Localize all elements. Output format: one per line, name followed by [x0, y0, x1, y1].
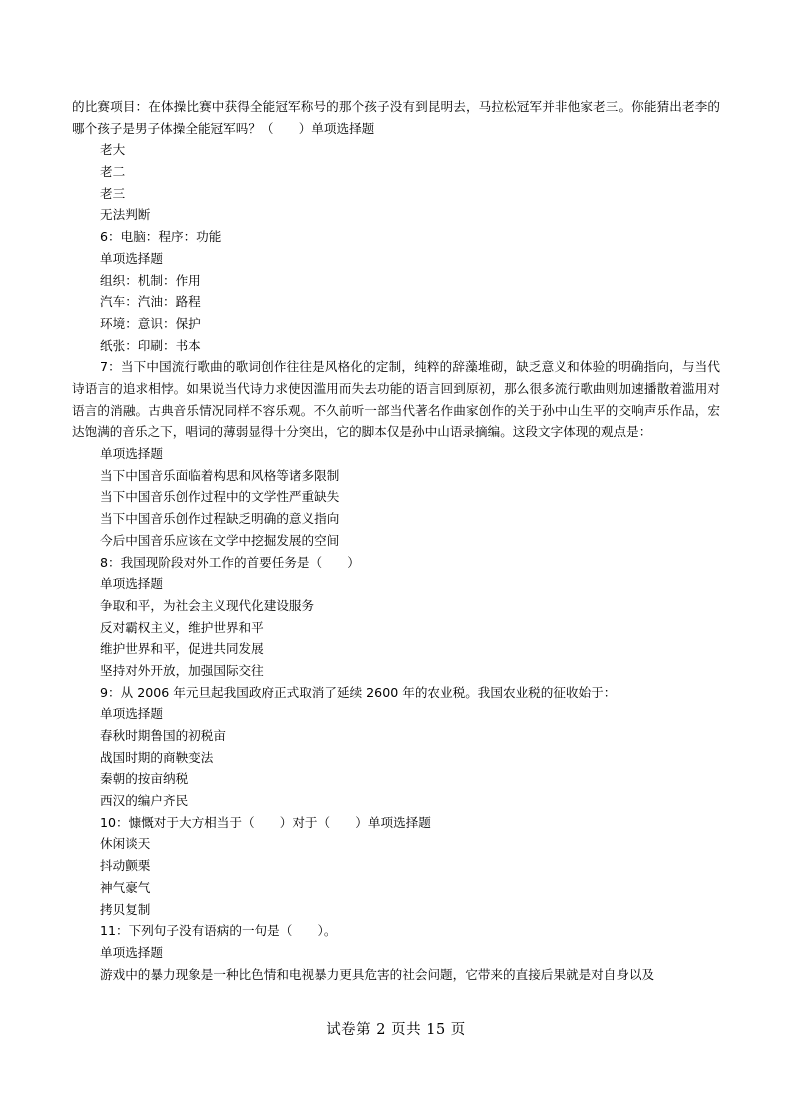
question-6-option: 汽车：汽油：路程: [100, 294, 201, 310]
question-8-stem: 8：我国现阶段对外工作的首要任务是（ ）: [100, 554, 360, 570]
question-9-option: 西汉的编户齐民: [100, 793, 189, 809]
question-7-option: 当下中国音乐创作过程中的文学性严重缺失: [100, 489, 340, 505]
question-9-type: 单项选择题: [100, 706, 163, 722]
question-6-option: 环境：意识：保护: [100, 315, 201, 331]
question-8-option: 争取和平，为社会主义现代化建设服务: [100, 597, 315, 613]
question-6-option: 组织：机制：作用: [100, 272, 201, 288]
question-7-type: 单项选择题: [100, 446, 163, 462]
question-7-option: 当下中国音乐创作过程缺乏明确的意义指向: [100, 511, 340, 527]
question-10-option: 抖动颤栗: [100, 858, 151, 874]
question-9-stem: 9：从 2006 年元旦起我国政府正式取消了延续 2600 年的农业税。我国农业税的征收始于：: [100, 684, 617, 700]
question-7-option: 今后中国音乐应该在文学中挖掘发展的空间: [100, 532, 340, 548]
page-content: [72, 96, 720, 985]
question-10-stem: 10：慷慨对于大方相当于（ ）对于（ ）单项选择题: [100, 814, 431, 830]
question-11-stem: 11：下列句子没有语病的一句是（ ）。: [100, 923, 337, 939]
question-10-option: 休闲谈天: [100, 836, 151, 852]
question-10-option: 拷贝复制: [100, 901, 151, 917]
question-11-type: 单项选择题: [100, 944, 163, 960]
question-9-option: 战国时期的商鞅变法: [100, 749, 214, 765]
question-11-option: 游戏中的暴力现象是一种比色情和电视暴力更具危害的社会问题，它带来的直接后果就是对自身以及: [100, 966, 655, 982]
question-9-option: 秦朝的按亩纳税: [100, 771, 189, 787]
question-8-type: 单项选择题: [100, 576, 163, 592]
question-5-option: 老三: [100, 185, 126, 201]
question-6-option: 纸张：印刷：书本: [100, 337, 201, 353]
question-8-option: 维护世界和平，促进共同发展: [100, 641, 264, 657]
question-6-stem: 6：电脑：程序：功能: [100, 229, 222, 245]
question-5-option: 无法判断: [100, 207, 151, 223]
question-7-option: 当下中国音乐面临着构思和风格等诸多限制: [100, 467, 340, 483]
question-9-option: 春秋时期鲁国的初税亩: [100, 728, 226, 744]
question-6-type: 单项选择题: [100, 250, 163, 266]
question-5-option: 老大: [100, 142, 126, 158]
question-5-stem: 的比赛项目：在体操比赛中获得全能冠军称号的那个孩子没有到昆明去，马拉松冠军并非他家老三。你能猜出老李的哪个孩子是男子体操全能冠军吗？（ ）单项选择题: [72, 99, 720, 136]
question-8-option: 坚持对外开放，加强国际交往: [100, 662, 264, 678]
question-10-option: 神气豪气: [100, 879, 151, 895]
question-5-option: 老二: [100, 164, 126, 180]
question-8-option: 反对霸权主义，维护世界和平: [100, 619, 264, 635]
page-footer: 试卷第 2 页共 15 页: [326, 1022, 466, 1038]
question-7-stem: 7：当下中国流行歌曲的歌词创作往往是风格化的定制，纯粹的辞藻堆砌，缺乏意义和体验的明确指向，与当代诗语言的追求相悖。如果说当代诗力求使因滥用而失去功能的语言回到原初，那么很多流行歌曲则加速播散着滥用对语言的消融。古典音乐情况同样不容乐观。不久前听一部当代著名作曲家创作的关于孙中山生平的交响声乐作品，宏达饱满的音乐之下，唱词的薄弱显得十分突出，它的脚本仅是孙中山语录摘编。这段文字体现的观点是：: [72, 359, 720, 440]
